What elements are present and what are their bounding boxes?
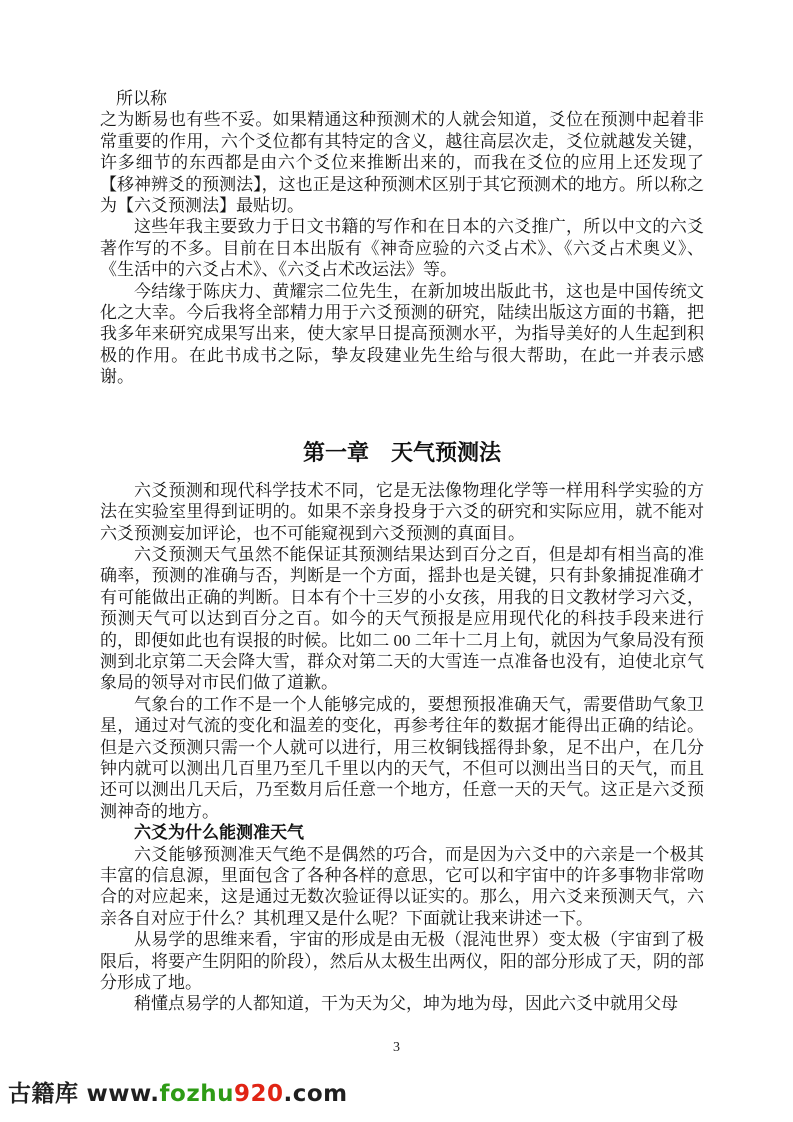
paragraph-intro-1: 之为断易也有些不妥。如果精通这种预测术的人就会知道，爻位在预测中起着非常重要的作用，六个爻位都有其特定的含义，越往高层次走，爻位就越发关键，许多细节的东西都是由六个爻位来推断出来的，而我在爻位的应用上还发现了【移神辨爻的预测法】，这也正是这种预测术区别于其它预测术的地方。所以称之为【六爻预测法】最贴切。 [100,110,704,216]
chapter-heading: 第一章 天气预测法 [302,439,501,465]
paragraph-chapter-1: 六爻预测和现代科学技术不同，它是无法像物理化学等一样用科学实验的方法在实验室里得到证明的。如果不亲身投身于六爻的研究和实际应用，就不能对六爻预测妄加评论，也不可能窥视到六爻预测的真面目。 [100,480,704,543]
subsection-heading: 六爻为什么能测准天气 [134,823,304,843]
paragraph-chapter-2: 六爻预测天气虽然不能保证其预测结果达到百分之百，但是却有相当高的准确率，预测的准确与否，判断是一个方面，摇卦也是关键，只有卦象捕捉准确才有可能做出正确的判断。日本有个十三岁的小女孩，用我的日文教材学习六爻，预测天气可以达到百分之百。如今的天气预报是应用现代化的科技手段来进行的，即便如此也有误报的时候。比如二 00 二年十二月上旬，就因为气象局没有预测到北京第二天会降大雪，群众对第二天的大雪连一点准备也没有，迫使北京气象局的领导对市民们做了道歉。 [100,544,704,693]
watermark-url-prefix: www. [86,1081,160,1107]
watermark-url-red-part: 920 [233,1081,284,1107]
paragraph-intro-2: 这些年我主要致力于日文书籍的写作和在日本的六爻推广，所以中文的六爻著作写的不多。目前在日本出版有《神奇应验的六爻占术》、《六爻占术奥义》、《生活中的六爻占术》、《六爻占术改运法》等。 [100,217,704,280]
paragraph-chapter-3: 气象台的工作不是一个人能够完成的，要想预报准确天气，需要借助气象卫星，通过对气流的变化和温差的变化，再参考往年的数据才能得出正确的结论。但是六爻预测只需一个人就可以进行，用三枚铜钱摇得卦象，足不出户，在几分钟内就可以测出几百里乃至几千里以内的天气，不但可以测出当日的天气，而且还可以测出几天后，乃至数月后任意一个地方，任意一天的天气。这正是六爻预测神奇的地方。 [100,694,704,821]
watermark-site-name: 古籍库 [8,1081,79,1107]
paragraph-subsection-1: 六爻能够预测准天气绝不是偶然的巧合，而是因为六爻中的六亲是一个极其丰富的信息源，里面包含了各种各样的意思，它可以和宇宙中的许多事物非常吻合的对应起来，这是通过无数次验证得以证实的。那么，用六爻来预测天气，六亲各自对应于什么？其机理又是什么呢？下面就让我来讲述一下。 [100,844,704,928]
page-number: 3 [393,1040,400,1055]
watermark-url-green-part: fozhu [159,1081,234,1107]
continuation-line: 所以称 [116,89,167,108]
paragraph-subsection-3: 稍懂点易学的人都知道，干为天为父，坤为地为母，因此六爻中就用父母 [134,994,678,1014]
watermark-url-suffix: .com [283,1081,348,1107]
page-body [100,88,704,1015]
watermark [8,1081,348,1107]
paragraph-intro-3: 今结缘于陈庆力、黄耀宗二位先生，在新加坡出版此书，这也是中国传统文化之大幸。今后我将全部精力用于六爻预测的研究，陆续出版这方面的书籍，把我多年来研究成果写出来，使大家早日提高预测水平，为指导美好的人生起到积极的作用。在此书成书之际，挚友段建业先生给与很大帮助，在此一并表示感谢。 [100,281,704,387]
paragraph-subsection-2: 从易学的思维来看，宇宙的形成是由无极（混沌世界）变太极（宇宙到了极限后，将要产生阴阳的阶段），然后从太极生出两仪，阳的部分形成了天，阴的部分形成了地。 [100,930,704,993]
